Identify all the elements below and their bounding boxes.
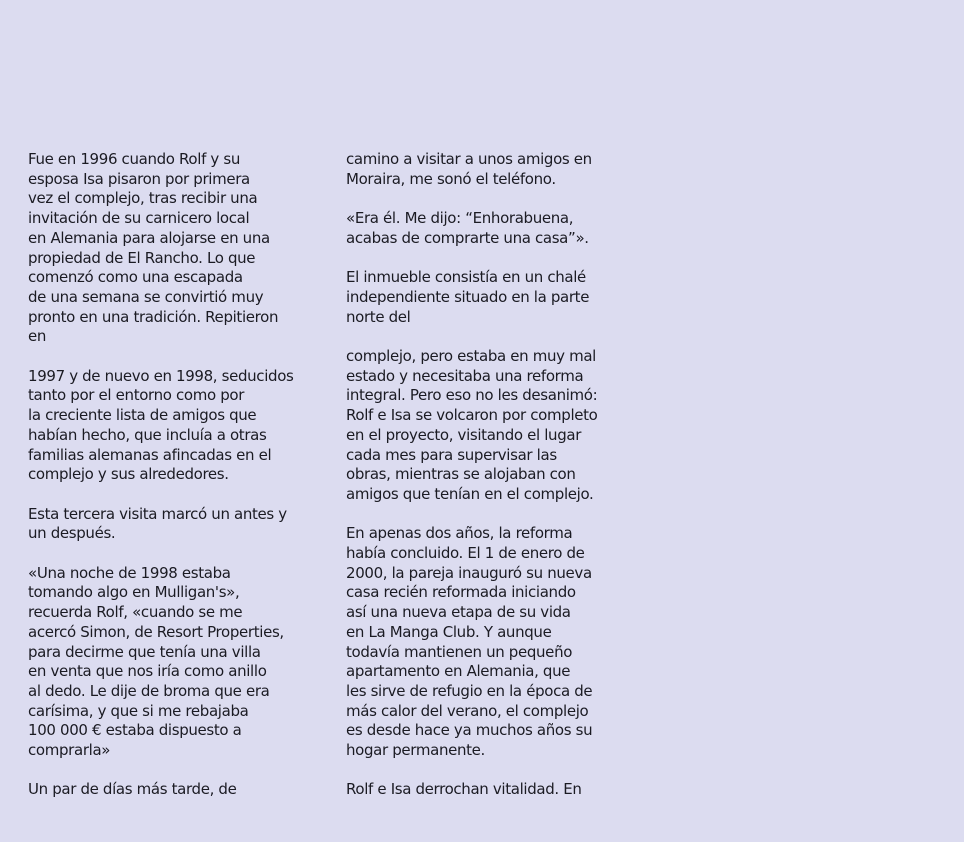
paragraph [346, 150, 646, 189]
text-line: Rolf e Isa derrochan vitalidad. En [346, 780, 582, 799]
text-line: estado y necesitaba una reforma [346, 366, 584, 385]
text-line: tanto por el entorno como por [28, 386, 245, 405]
text-line: independiente situado en la parte [346, 287, 590, 306]
text-line: acercó Simon, de Resort Properties, [28, 622, 284, 641]
text-line: amigos que tenían en el complejo. [346, 484, 594, 503]
text-line: complejo, pero estaba en muy mal [346, 346, 597, 365]
paragraph [28, 780, 328, 800]
text-line: la creciente lista de amigos que [28, 406, 257, 425]
text-line: familias alemanas afincadas en el [28, 445, 272, 464]
paragraph [28, 564, 328, 761]
text-line: es desde hace ya muchos años su [346, 721, 593, 740]
text-column-right [346, 150, 646, 820]
paragraph [346, 524, 646, 760]
text-line: todavía mantienen un pequeño [346, 642, 573, 661]
text-line: norte del [346, 307, 411, 326]
text-line: en venta que nos iría como anillo [28, 662, 267, 681]
text-line: hogar permanente. [346, 741, 485, 760]
paragraph [28, 150, 328, 347]
text-line: Rolf e Isa se volcaron por completo [346, 406, 598, 425]
text-line: Fue en 1996 cuando Rolf y su [28, 150, 240, 168]
text-line: 2000, la pareja inauguró su nueva [346, 563, 592, 582]
text-line: comenzó como una escapada [28, 268, 243, 287]
text-line: casa recién reformada iniciando [346, 583, 576, 602]
text-line: al dedo. Le dije de broma que era [28, 681, 270, 700]
text-line: En apenas dos años, la reforma [346, 524, 573, 543]
text-line: les sirve de refugio en la época de [346, 681, 593, 700]
text-line: en La Manga Club. Y aunque [346, 622, 552, 641]
text-line: pronto en una tradición. Repitieron [28, 307, 279, 326]
text-line: camino a visitar a unos amigos en [346, 150, 592, 168]
text-line: tomando algo en Mulligan's», [28, 583, 240, 602]
text-line: integral. Pero eso no les desanimó: [346, 386, 598, 405]
text-line: así una nueva etapa de su vida [346, 603, 571, 622]
text-line: cada mes para supervisar las [346, 445, 557, 464]
text-line: habían hecho, que incluía a otras [28, 425, 267, 444]
text-line: más calor del verano, el complejo [346, 701, 589, 720]
paragraph [346, 209, 646, 248]
text-line: invitación de su carnicero local [28, 209, 250, 228]
text-line: vez el complejo, tras recibir una [28, 189, 258, 208]
text-line: complejo y sus alrededores. [28, 465, 229, 484]
text-column-left [28, 150, 328, 820]
text-line: en [28, 327, 47, 346]
text-line: «Una noche de 1998 estaba [28, 563, 231, 582]
paragraph [346, 347, 646, 505]
text-line: para decirme que tenía una villa [28, 642, 261, 661]
text-line: acabas de comprarte una casa”». [346, 228, 589, 247]
text-line: apartamento en Alemania, que [346, 662, 571, 681]
text-line: Un par de días más tarde, de [28, 780, 237, 799]
text-line: 100 000 € estaba dispuesto a [28, 721, 242, 740]
text-line: carísima, y que si me rebajaba [28, 701, 249, 720]
text-line: de una semana se convirtió muy [28, 287, 264, 306]
text-line: un después. [28, 524, 116, 543]
text-line: Moraira, me sonó el teléfono. [346, 169, 556, 188]
text-line: había concluido. El 1 de enero de [346, 544, 585, 562]
paragraph [346, 780, 646, 800]
paragraph [346, 268, 646, 327]
text-line: en Alemania para alojarse en una [28, 228, 270, 247]
text-line: obras, mientras se alojaban con [346, 465, 576, 484]
text-line: «Era él. Me dijo: “Enhorabuena, [346, 209, 574, 228]
text-line: El inmueble consistía en un chalé [346, 268, 586, 287]
paragraph [28, 505, 328, 544]
text-line: recuerda Rolf, «cuando se me [28, 603, 243, 622]
text-line: esposa Isa pisaron por primera [28, 169, 250, 188]
text-line: Esta tercera visita marcó un antes y [28, 504, 287, 523]
paragraph [28, 367, 328, 485]
text-line: 1997 y de nuevo en 1998, seducidos [28, 366, 294, 385]
text-line: comprarla» [28, 741, 111, 760]
text-line: en el proyecto, visitando el lugar [346, 425, 582, 444]
text-line: propiedad de El Rancho. Lo que [28, 248, 256, 267]
